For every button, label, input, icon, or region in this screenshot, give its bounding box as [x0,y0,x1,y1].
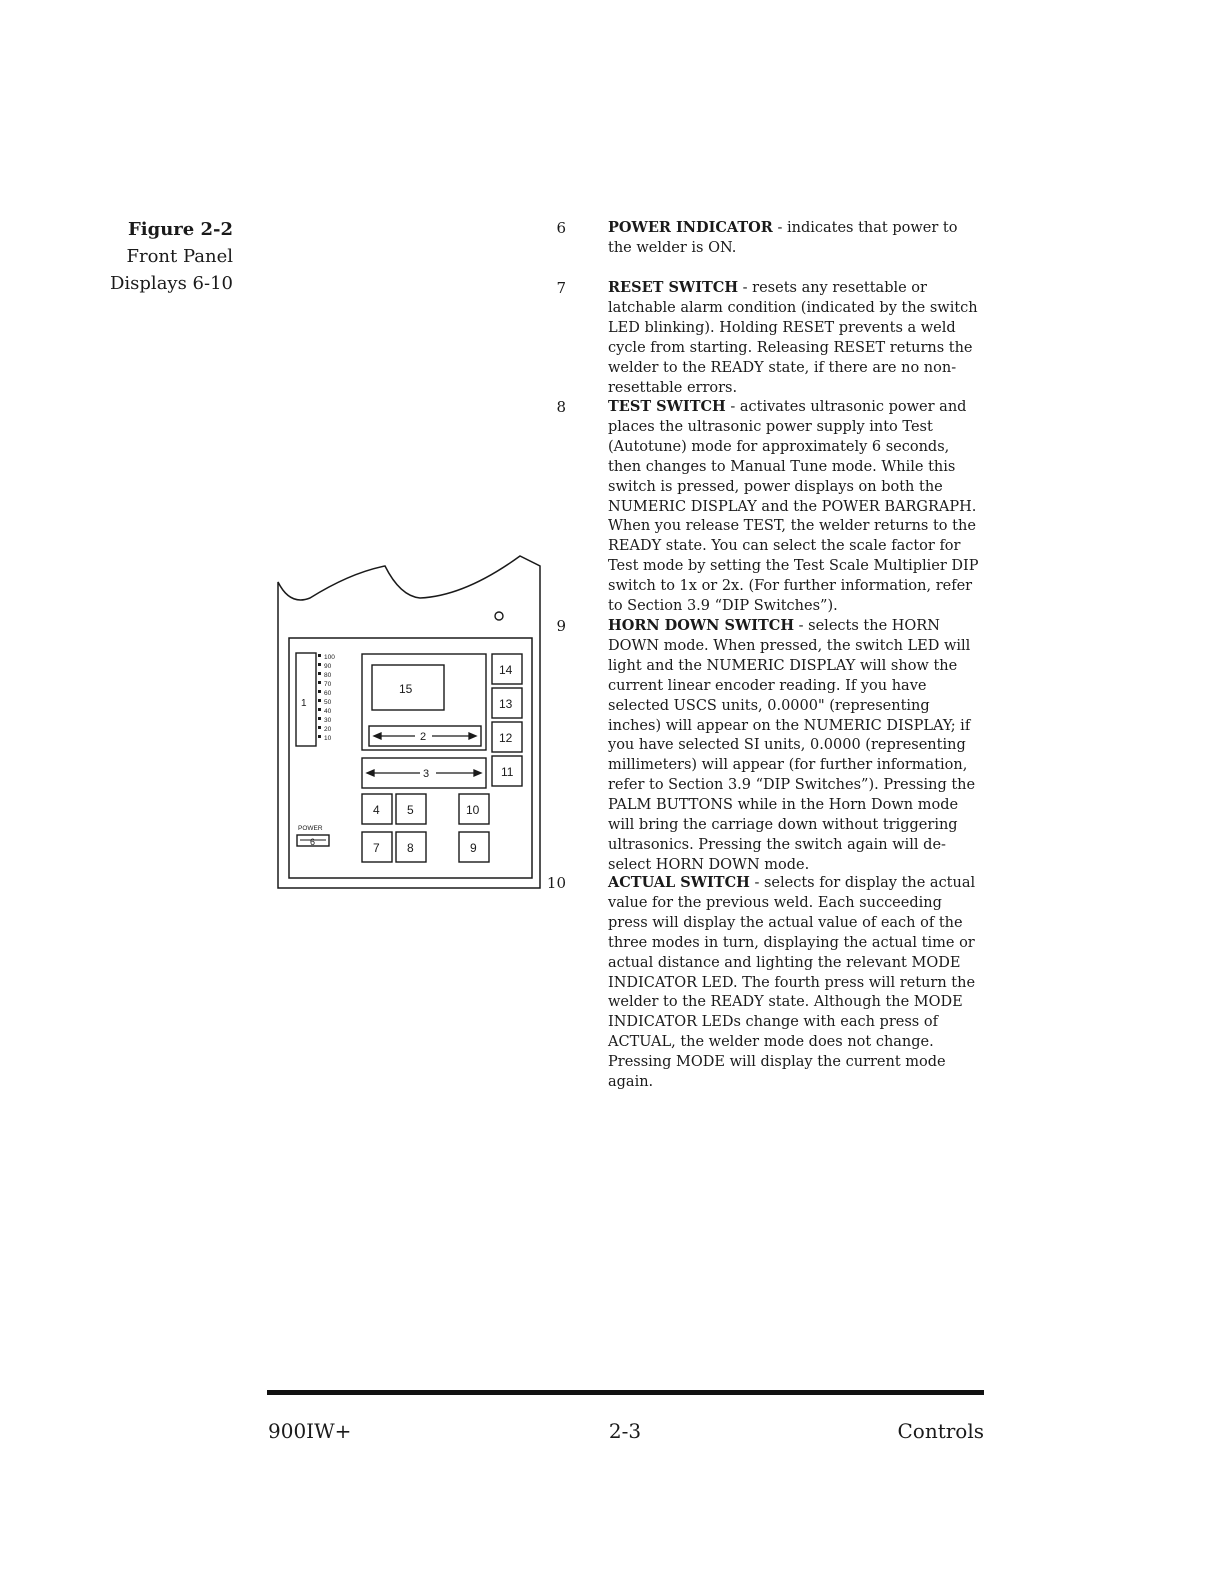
item-text: - activates ultrasonic power and places the ultrasonic power supply into Test (Autotune) mode for approximately 6 seconds, then changes to Manual Tune mode. While this switch is pressed, power displays on both the NUMERIC DISPLAY and the POWER BARGRAPH. When you release TEST, the welder returns to the READY state. You can select the scale factor for Test mode by setting the Test Scale Multiplier DIP switch to 1x or 2x. (For further information, refer to Section 3.9 “DIP Switches”). [608,399,979,615]
key-4-label: 4 [373,803,380,817]
mount-hole-icon [495,612,503,620]
item-number: 8 [556,398,566,416]
item-number: 10 [546,874,566,892]
footer-page-number: 2-3 [608,1419,642,1443]
bargraph-led [318,681,321,684]
bargraph-led [318,672,321,675]
bargraph-leds [318,654,321,738]
item-text: - selects the HORN DOWN mode. When pressed, the switch LED will light and the NUMERIC DISPLAY will show the current linear encoder reading. If you have selected USCS units, 0.0000" (representing inches) will appear on the NUMERIC DISPLAY; if you have selected SI units, 0.0000 (representing millimeters) will appear (for further information, refer to Section 3.9 “DIP Switches”). Pressing the PALM BUTTONS while in the Horn Down mode will bring the carriage down without triggering ultrasonics. Pressing the switch again will de-select HORN DOWN mode. [608,618,976,873]
figure-caption [60,216,233,297]
key-14-label: 14 [499,663,513,677]
item-term: ACTUAL SWITCH [608,874,750,891]
item-body [608,218,984,259]
key-5-label: 5 [407,803,414,817]
item-body [608,873,984,1093]
item-term: POWER INDICATOR [608,219,773,236]
key-7-label: 7 [373,841,380,855]
item-body [608,278,984,398]
figure-number: Figure 2-2 [127,219,233,240]
bargraph-scale-label: 70 [324,681,332,688]
power-number: 6 [310,837,316,847]
footer-product: 900IW+ [268,1419,352,1443]
item-text: - selects for display the actual value for the previous weld. Each succeeding press will display the actual value of each of the three modes in turn, displaying the actual time or actual distance and lighting the relevant MODE INDICATOR LED. The fourth press will return the welder to the READY state. Although the MODE INDICATOR LEDs change with each press of ACTUAL, the welder mode does not change. Pressing MODE will display the current mode again. [608,875,976,1091]
bargraph-led [318,726,321,729]
bargraph-led [318,717,321,720]
bargraph-scale-label: 60 [324,690,332,697]
key-9-label: 9 [470,841,477,855]
arrow-3-label: 3 [423,768,430,780]
footer-rule [267,1390,984,1395]
key-13-label: 13 [499,697,513,711]
item-number: 9 [556,617,566,635]
bargraph-label: 1 [301,698,307,709]
item-body [608,616,984,876]
bargraph-led [318,699,321,702]
key-10-label: 10 [466,803,480,817]
item-term: RESET SWITCH [608,279,739,296]
item-text: - resets any resettable or latchable alarm condition (indicated by the switch LED blinking). Holding RESET prevents a weld cycle from starting. Releasing RESET returns the welder to the READY state, if there are no non-resettable errors. [608,280,978,396]
item-term: HORN DOWN SWITCH [608,617,795,634]
item-text: - indicates that power to the welder is ON. [608,220,958,256]
figure-title-line-1: Front Panel [126,246,233,267]
power-label: POWER [298,825,323,832]
front-panel-diagram [270,548,570,900]
bargraph-scale-label: 80 [324,672,332,679]
bargraph-scale-label: 90 [324,663,332,670]
front-panel-drawing [270,548,570,900]
bargraph-scale-label: 50 [324,699,332,706]
bargraph-scale-label: 10 [324,735,332,742]
bargraph-scale-label: 40 [324,708,332,715]
item-number: 6 [556,219,566,237]
footer-section: Controls [897,1419,984,1443]
arrow-2-label: 2 [420,731,427,743]
bargraph-scale-label: 30 [324,717,332,724]
item-body [608,397,984,617]
bargraph-led [318,708,321,711]
bargraph-led [318,654,321,657]
bargraph-scale-label: 20 [324,726,332,733]
key-11-label: 11 [501,765,514,779]
bargraph-led [318,690,321,693]
bargraph-led [318,663,321,666]
item-number: 7 [556,279,566,297]
key-12-label: 12 [499,731,513,745]
figure-title-line-2: Displays 6-10 [109,273,233,294]
bargraph-led [318,735,321,738]
bargraph-scale-label: 100 [324,654,335,661]
item-term: TEST SWITCH [608,398,726,415]
key-8-label: 8 [407,841,414,855]
numeric-display-label: 15 [399,682,413,696]
